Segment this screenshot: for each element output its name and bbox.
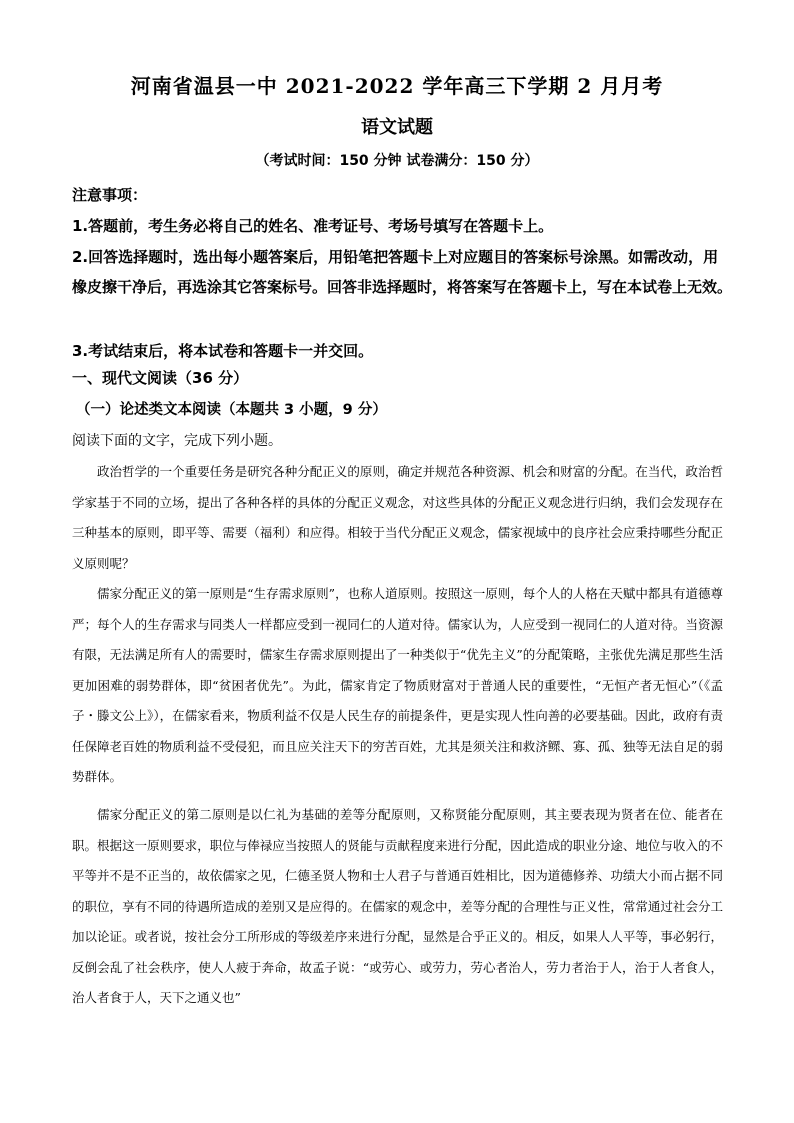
part-title: 一、现代文阅读（36 分） (72, 369, 249, 387)
section-title: （一）论述类文本阅读（本题共 3 小题，9 分） (76, 402, 387, 418)
passage-paragraph-2: 儒家分配正义的第一原则是“生存需求原则”，也称人道原则。按照这一原则，每个人的人格在天赋中都具有道德尊严；每个人的生存需求与同类人一样都应受到一视同仁的人道对待。儒家认为，人应受到一视同仁的人道对待。当资源有限，无法满足所有人的需要时，儒家生存需求原则提出了一种类似于“优先主义”的分配策略，主张优先满足那些生活更加困难的弱势群体，即“贫困者优先”。为此，儒家肯定了物质财富对于普通人民的重要性，“无恒产者无恒心”（《孟子・滕文公上》），在儒家看来，物质利益不仅是人民生存的前提条件，更是实现人性向善的必要基础。因此，政府有责任保障老百姓的物质利益不受侵犯，而且应关注天下的穷苦百姓，尤其是须关注和救济鳏、寡、孤、独等无法自足的弱势群体。 (72, 586, 723, 784)
notice-item-2: 2.回答选择题时，选出每小题答案后，用铅笔把答题卡上对应题目的答案标号涂黑。如需改动，用橡皮擦干净后，再选涂其它答案标号。回答非选择题时，将答案写在答题卡上，写在本试卷上无效。 (72, 248, 733, 296)
exam-time-score: （考试时间：150 分钟 试卷满分：150 分） (255, 153, 539, 169)
reading-instruction: 阅读下面的文字，完成下列小题。 (72, 433, 282, 449)
passage-paragraph-1: 政治哲学的一个重要任务是研究各种分配正义的原则，确定并规范各种资源、机会和财富的分配。在当代，政治哲学家基于不同的立场，提出了各种各样的具体的分配正义观念，对这些具体的分配正义观念进行归纳，我们会发现存在三种基本的原则，即平等、需要（福利）和应得。相较于当代分配正义观念，儒家视域中的良序社会应秉持哪些分配正义原则呢？ (72, 464, 723, 571)
notice-item-1: 1.答题前，考生务必将自己的姓名、准考证号、考场号填写在答题卡上。 (72, 217, 554, 235)
passage-paragraph-3: 儒家分配正义的第二原则是以仁礼为基础的差等分配原则，又称贤能分配原则，其主要表现为贤者在位、能者在职。根据这一原则要求，职位与俸禄应当按照人的贤能与贡献程度来进行分配，因此造成的职业分途、地位与收入的不平等并不是不正当的，故依儒家之见，仁德圣贤人物和士人君子与普通百姓相比，因为道德修养、功绩大小而占据不同的职位，享有不同的待遇所造成的差别又是应得的。在儒家的观念中，差等分配的合理性与正义性，常常通过社会分工加以论证。或者说，按社会分工所形成的等级差序来进行分配，显然是合乎正义的。相反，如果人人平等，事必躬行，反倒会乱了社会秩序，使人人疲于奔命，故孟子说：“或劳心、或劳力，劳心者治人，劳力者治于人，治于人者食人，治人者食于人，天下之通义也” (72, 807, 723, 1005)
notice-item-3: 3.考试结束后，将本试卷和答题卡一并交回。 (72, 342, 374, 360)
notice-heading: 注意事项： (72, 186, 148, 204)
exam-subject: 语文试题 (361, 117, 433, 138)
exam-title: 河南省温县一中 2021-2022 学年高三下学期 2 月月考 (130, 74, 664, 98)
